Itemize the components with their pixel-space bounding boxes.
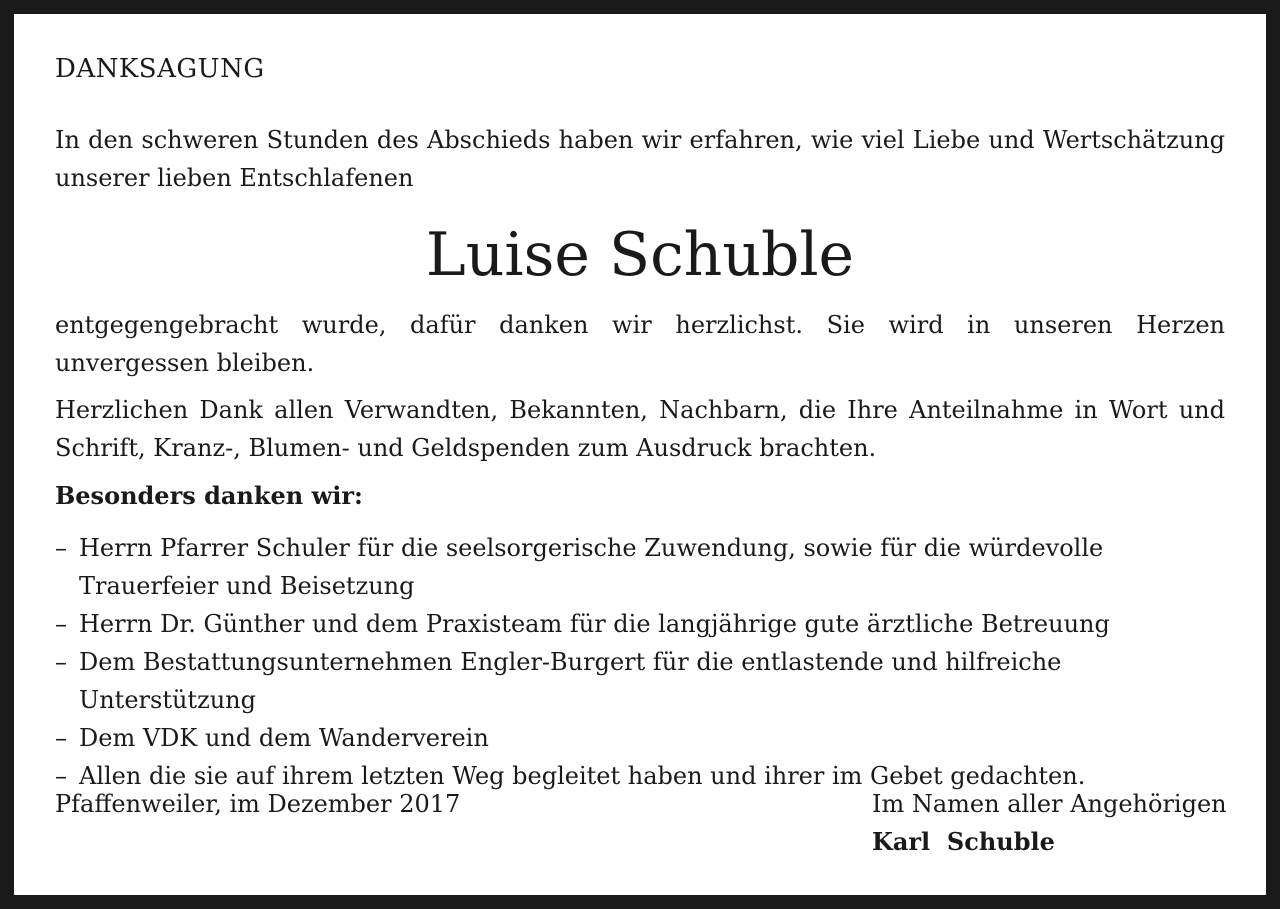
deceased-name: Luise Schuble bbox=[425, 220, 855, 290]
on-behalf-line: Im Namen aller Angehörigen bbox=[872, 790, 1227, 818]
list-item-text: Allen die sie auf ihrem letzten Weg begleitet haben und ihrer im Gebet gedachten. bbox=[79, 762, 1086, 790]
dash-bullet: – bbox=[55, 534, 67, 562]
list-item-text: Herrn Dr. Günther und dem Praxisteam für die langjährige gute ärztliche Betreuung bbox=[79, 610, 1110, 638]
dash-bullet: – bbox=[55, 762, 67, 790]
dash-bullet: – bbox=[55, 648, 67, 676]
dash-bullet: – bbox=[55, 724, 67, 752]
list-item bbox=[55, 719, 1230, 757]
signer-name: Karl Schuble bbox=[872, 827, 1055, 856]
place-date: Pfaffenweiler, im Dezember 2017 bbox=[55, 790, 461, 818]
intro-paragraph: In den schweren Stunden des Abschieds haben wir erfahren, wie viel Liebe und Wertschätzung unserer lieben Entschlafenen bbox=[55, 126, 1225, 192]
remembrance-paragraph: entgegengebracht wurde, dafür danken wir herzlichst. Sie wird in unseren Herzen unvergessen bleiben. bbox=[55, 311, 1225, 377]
list-item bbox=[55, 643, 1230, 719]
list-item-text: Dem VDK und dem Wanderverein bbox=[79, 724, 489, 752]
list-item bbox=[55, 529, 1230, 605]
dash-bullet: – bbox=[55, 610, 67, 638]
obituary-notice bbox=[14, 14, 1266, 895]
special-thanks-list bbox=[55, 529, 1230, 795]
list-item bbox=[55, 605, 1230, 643]
list-item-text: Herrn Pfarrer Schuler für die seelsorgerische Zuwendung, sowie für die würdevolle Trauerfeier und Beisetzung bbox=[79, 534, 1104, 600]
notice-heading: DANKSAGUNG bbox=[55, 54, 265, 84]
list-item-text: Dem Bestattungsunternehmen Engler-Burgert für die entlastende und hilfreiche Unterstützung bbox=[79, 648, 1062, 714]
general-thanks-paragraph: Herzlichen Dank allen Verwandten, Bekannten, Nachbarn, die Ihre Anteilnahme in Wort und Schrift, Kranz-, Blumen- und Geldspenden zum Ausdruck brachten. bbox=[55, 396, 1225, 462]
special-thanks-heading: Besonders danken wir: bbox=[55, 481, 363, 510]
